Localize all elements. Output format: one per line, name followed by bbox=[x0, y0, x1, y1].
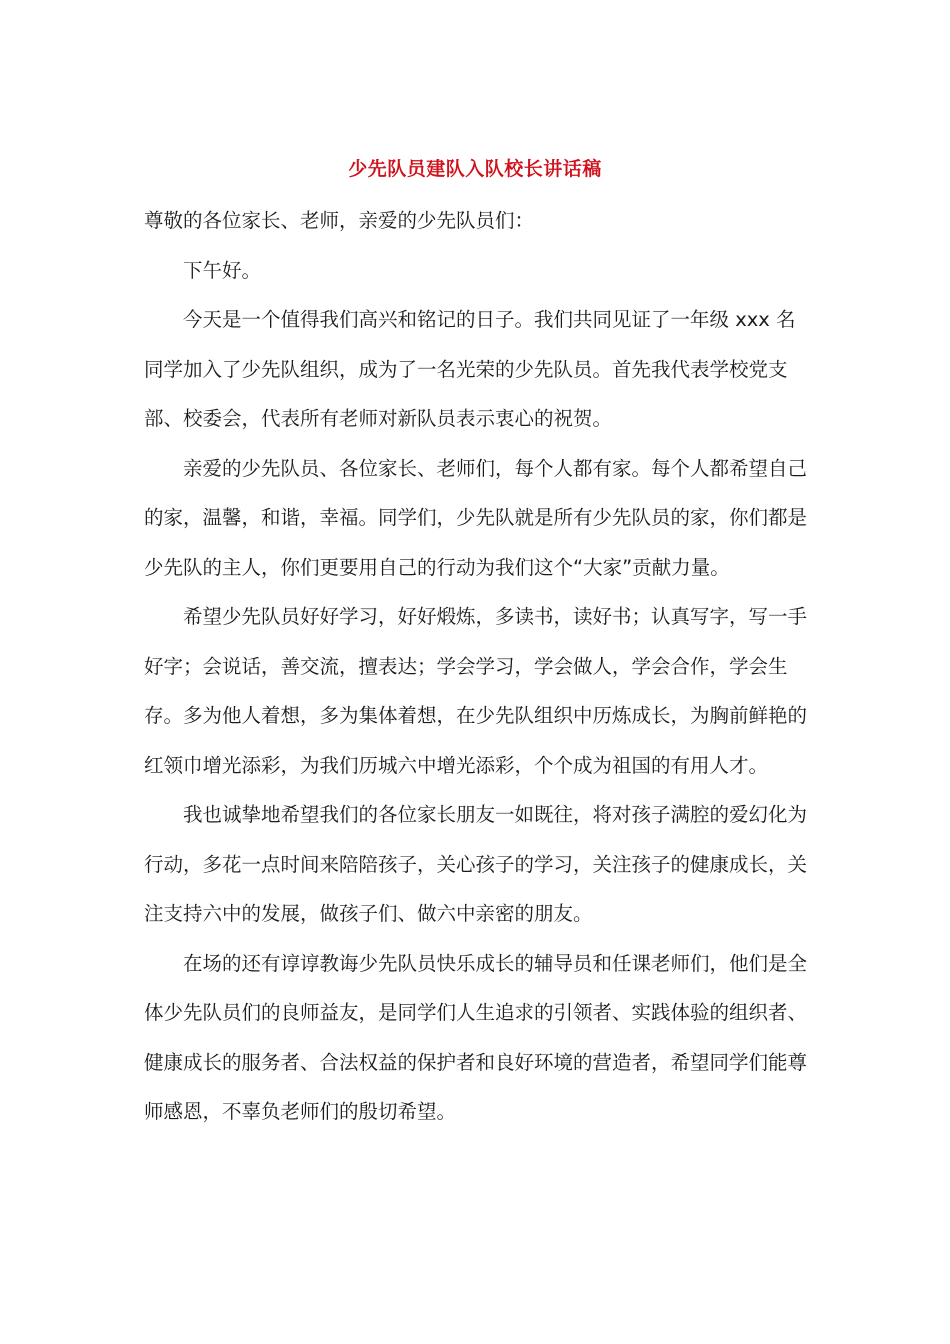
paragraph-1: 今天是一个值得我们高兴和铭记的日子。我们共同见证了一年级 xxx 名同学加入了少先队组织，成为了一名光荣的少先队员。首先我代表学校党支部、校委会，代表所有老师对新队员表示衷心的祝贺。 bbox=[144, 308, 796, 430]
paragraph-4: 我也诚挚地希望我们的各位家长朋友一如既往，将对孩子满腔的爱幻化为行动，多花一点时间来陪陪孩子，关心孩子的学习，关注孩子的健康成长，关注支持六中的发展，做孩子们、做六中亲密的朋友。 bbox=[144, 803, 808, 925]
salutation: 尊敬的各位家长、老师，亲爱的少先队员们： bbox=[144, 209, 535, 232]
page-title: 少先队员建队入队校长讲话稿 bbox=[348, 158, 602, 180]
document-body bbox=[144, 196, 812, 1137]
paragraph-greeting: 下午好。 bbox=[183, 258, 262, 282]
paragraph-2: 亲爱的少先队员、各位家长、老师们，每个人都有家。每个人都希望自己的家，温馨，和谐，幸福。同学们，少先队就是所有少先队员的家，你们都是少先队的主人，你们更要用自己的行动为我们这个“大家”贡献力量。 bbox=[144, 456, 808, 579]
paragraph-5: 在场的还有谆谆教诲少先队员快乐成长的辅导员和任课老师们，他们是全体少先队员们的良师益友，是同学们人生追求的引领者、实践体验的组织者、健康成长的服务者、合法权益的保护者和良好环境的营造者，希望同学们能尊师感恩，不辜负老师们的殷切希望。 bbox=[144, 951, 808, 1123]
paragraph-3: 希望少先队员好好学习，好好煅炼，多读书，读好书；认真写字，写一手好字；会说话，善交流，擅表达；学会学习，学会做人，学会合作，学会生存。多为他人着想，多为集体着想，在少先队组织中历炼成长，为胸前鲜艳的红领巾增光添彩，为我们历城六中增光添彩，个个成为祖国的有用人才。 bbox=[144, 605, 808, 777]
